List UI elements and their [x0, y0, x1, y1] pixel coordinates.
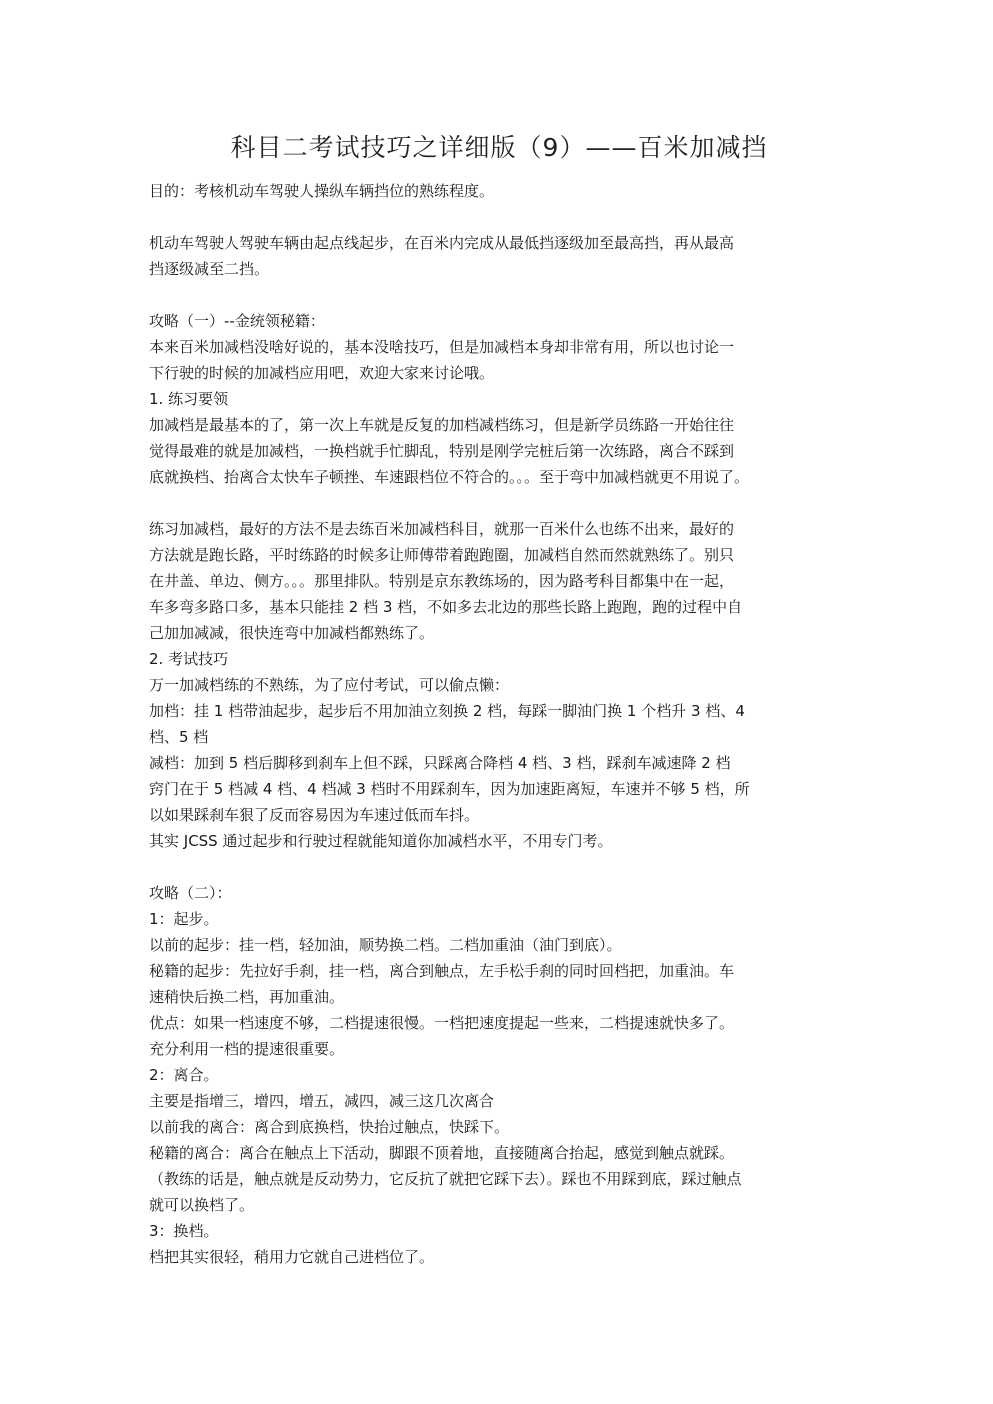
text-line: 加档：挂 1 档带油起步，起步后不用加油立刻换 2 档，每踩一脚油门换 1 个档升 3 档、4 [149, 702, 745, 720]
text-line: 优点：如果一档速度不够，二档提速很慢。一档把速度提起一些来，二档提速就快多了。 [149, 1014, 735, 1032]
text-line: 加减档是最基本的了，第一次上车就是反复的加档减档练习，但是新学员练路一开始往往 [149, 416, 735, 434]
text-line: 目的：考核机动车驾驶人操纵车辆挡位的熟练程度。 [149, 182, 495, 200]
text-line: 机动车驾驶人驾驶车辆由起点线起步，在百米内完成从最低挡逐级加至最高挡，再从最高 [149, 234, 735, 252]
text-line: 攻略（一）--金统领秘籍： [149, 312, 325, 330]
text-line: 秘籍的离合：离合在触点上下活动，脚跟不顶着地，直接随离合抬起，感觉到触点就踩。 [149, 1144, 735, 1162]
blank-line [149, 854, 849, 880]
text-line: 攻略（二）： [149, 884, 232, 902]
text-line: （教练的话是，触点就是反动势力，它反抗了就把它踩下去）。踩也不用踩到底，踩过触点 [149, 1170, 742, 1188]
text-line: 2：离合。 [149, 1066, 219, 1084]
text-line: 1. 练习要领 [149, 390, 229, 408]
text-line: 挡逐级减至二挡。 [149, 260, 270, 278]
text-line: 其实 JCSS 通过起步和行驶过程就能知道你加减档水平，不用专门考。 [149, 832, 613, 850]
text-line: 觉得最难的就是加减档，一换档就手忙脚乱，特别是刚学完桩后第一次练路，离合不踩到 [149, 442, 735, 460]
text-line: 车多弯多路口多，基本只能挂 2 档 3 档，不如多去北边的那些长路上跑跑，跑的过程中自 [149, 598, 743, 616]
document-page [149, 128, 849, 1270]
document-body [149, 178, 849, 1270]
text-line: 己加加减减，很快连弯中加减档都熟练了。 [149, 624, 435, 642]
text-line: 主要是指增三，增四，增五，减四，减三这几次离合 [149, 1092, 495, 1110]
text-line: 减档：加到 5 档后脚移到刹车上但不踩，只踩离合降档 4 档、3 档，踩刹车减速降 2 档 [149, 754, 731, 772]
text-line: 下行驶的时候的加减档应用吧，欢迎大家来讨论哦。 [149, 364, 495, 382]
blank-line [149, 282, 849, 308]
text-line: 方法就是跑长路，平时练路的时候多让师傅带着跑跑圈，加减档自然而然就熟练了。别只 [149, 546, 735, 564]
text-line: 1：起步。 [149, 910, 219, 928]
text-line: 秘籍的起步：先拉好手刹，挂一档，离合到触点，左手松手刹的同时回档把，加重油。车 [149, 962, 735, 980]
text-line: 速稍快后换二档，再加重油。 [149, 988, 345, 1006]
text-line: 3：换档。 [149, 1222, 219, 1240]
text-line: 以前的起步：挂一档，轻加油，顺势换二档。二档加重油（油门到底）。 [149, 936, 622, 954]
text-line: 本来百米加减档没啥好说的，基本没啥技巧，但是加减档本身却非常有用，所以也讨论一 [149, 338, 735, 356]
blank-line [149, 490, 849, 516]
text-line: 档把其实很轻，稍用力它就自己进档位了。 [149, 1248, 435, 1266]
text-line: 以如果踩刹车狠了反而容易因为车速过低而车抖。 [149, 806, 480, 824]
text-line: 窍门在于 5 档减 4 档、4 档减 3 档时不用踩刹车，因为加速距离短，车速并不够 5 档，所 [149, 780, 750, 798]
document-title: 科目二考试技巧之详细版（9）——百米加减挡 [230, 133, 768, 162]
text-line: 档、5 档 [149, 728, 209, 746]
blank-line [149, 204, 849, 230]
text-line: 充分利用一档的提速很重要。 [149, 1040, 345, 1058]
text-line: 2. 考试技巧 [149, 650, 229, 668]
text-line: 在井盖、单边、侧方。。。那里排队。特别是京东教练场的，因为路考科目都集中在一起， [149, 572, 735, 590]
text-line: 底就换档、抬离合太快车子顿挫、车速跟档位不符合的。。。至于弯中加减档就更不用说了。 [149, 468, 750, 486]
text-line: 万一加减档练的不熟练，为了应付考试，可以偷点懒： [149, 676, 510, 694]
text-line: 以前我的离合：离合到底换档，快抬过触点，快踩下。 [149, 1118, 510, 1136]
text-line: 就可以换档了。 [149, 1196, 255, 1214]
text-line: 练习加减档，最好的方法不是去练百米加减档科目，就那一百米什么也练不出来，最好的 [149, 520, 735, 538]
